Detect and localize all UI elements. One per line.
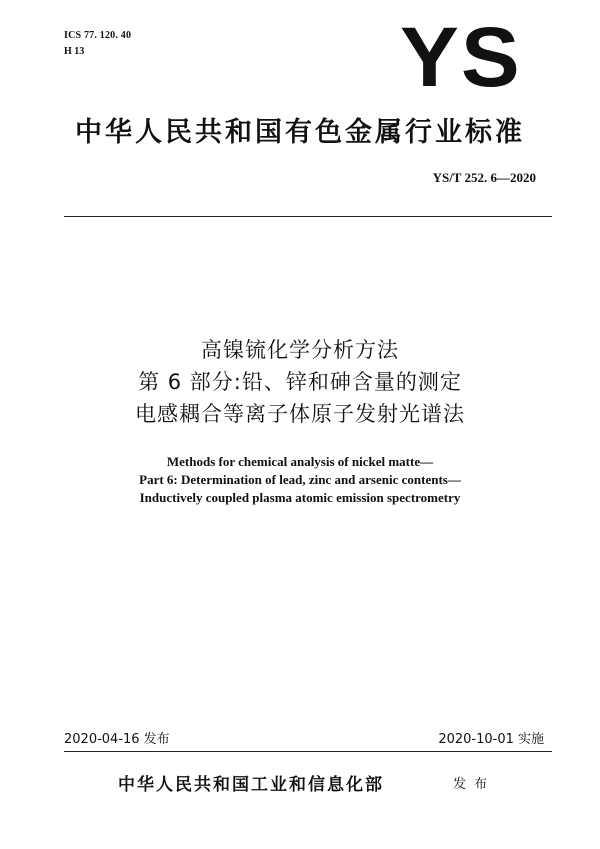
top-divider <box>64 216 552 217</box>
title-cn-line-3: 电感耦合等离子体原子发射光谱法 <box>135 402 465 426</box>
title-cn-line-2: 第 6 部分:铅、锌和砷含量的测定 <box>138 370 462 394</box>
publish-label: 发 布 <box>453 777 490 792</box>
implementation-date: 2020-10-01 实施 <box>438 732 544 747</box>
publisher-name: 中华人民共和国工业和信息化部 <box>118 775 384 795</box>
issue-date: 2020-04-16 发布 <box>64 732 170 747</box>
bottom-divider <box>64 751 552 752</box>
title-en-line-1: Methods for chemical analysis of nickel matte— <box>166 454 434 469</box>
title-cn-line-1: 高镍锍化学分析方法 <box>201 338 399 362</box>
ics-code: ICS 77. 120. 40 <box>64 30 132 41</box>
title-en-line-3: Inductively coupled plasma atomic emission spectrometry <box>139 490 461 505</box>
ccs-code: H 13 <box>64 46 85 57</box>
standard-code: YS/T 252. 6—2020 <box>432 170 536 185</box>
organization-title: 中华人民共和国有色金属行业标准 <box>75 117 525 148</box>
ys-logo: YS <box>400 10 522 104</box>
title-en-line-2: Part 6: Determination of lead, zinc and arsenic contents— <box>139 472 461 487</box>
